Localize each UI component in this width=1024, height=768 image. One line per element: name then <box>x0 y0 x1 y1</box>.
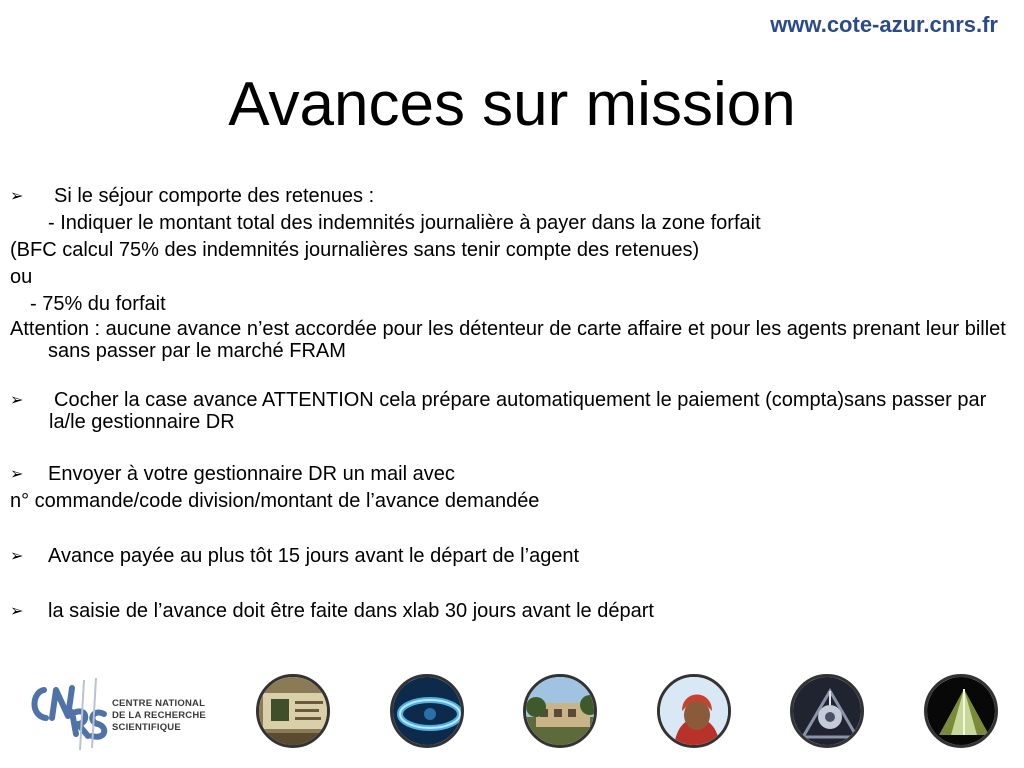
photo-prism <box>924 674 998 748</box>
bullet-item-3 <box>10 460 1015 488</box>
forfait-item: - 75% du forfait <box>30 293 166 315</box>
or-word: ou <box>10 266 33 288</box>
bullet-2-text: Cocher la case avance ATTENTION cela prépare automatiquement le paiement (compta)sans passer par la/le gestionnaire DR <box>49 389 987 433</box>
photo-instrument <box>790 674 864 748</box>
bullet-5-text: la saisie de l’avance doit être faite dans xlab 30 jours avant le départ <box>48 600 654 622</box>
header-url: www.cote-azur.cnrs.fr <box>770 12 998 37</box>
cnrs-logo <box>26 672 216 754</box>
bullet-1-subitem: - Indiquer le montant total des indemnités journalière à payer dans la zone forfait <box>48 212 761 234</box>
bullet-item-4 <box>10 542 1015 570</box>
logo-line-3: SCIENTIFIQUE <box>112 722 181 733</box>
arrow-bullet-icon: ➢ <box>10 186 24 205</box>
arrow-bullet-icon: ➢ <box>10 601 24 620</box>
bullet-4-text: Avance payée au plus tôt 15 jours avant le départ de l’agent <box>48 545 580 567</box>
footer-strip <box>26 668 1006 758</box>
bullet-item-1 <box>10 182 1015 210</box>
bullet-3-detail: n° commande/code division/montant de l’avance demandée <box>10 490 540 512</box>
logo-line-1: CENTRE NATIONAL <box>112 698 206 709</box>
arrow-bullet-icon: ➢ <box>10 390 24 409</box>
slide-body <box>10 182 1015 625</box>
bfc-note: (BFC calcul 75% des indemnités journalières sans tenir compte des retenues) <box>10 239 700 261</box>
bullet-3-text: Envoyer à votre gestionnaire DR un mail avec <box>48 463 455 485</box>
attention-note: Attention : aucune avance n’est accordée pour les détenteur de carte affaire et pour les agents prenant leur billet sans passer par le marché FRAM <box>10 318 1006 362</box>
photo-building-sign <box>256 674 330 748</box>
logo-line-2: DE LA RECHERCHE <box>112 710 206 721</box>
arrow-bullet-icon: ➢ <box>10 464 24 483</box>
bullet-item-5 <box>10 597 1015 625</box>
cnrs-logo-text <box>112 698 206 734</box>
photo-campus-building <box>523 674 597 748</box>
photo-person-portrait <box>657 674 731 748</box>
photo-blue-ring <box>390 674 464 748</box>
bullet-item-2 <box>10 389 1015 433</box>
arrow-bullet-icon: ➢ <box>10 546 24 565</box>
page-title: Avances sur mission <box>228 70 796 139</box>
bullet-1-text: Si le séjour comporte des retenues : <box>54 185 375 207</box>
